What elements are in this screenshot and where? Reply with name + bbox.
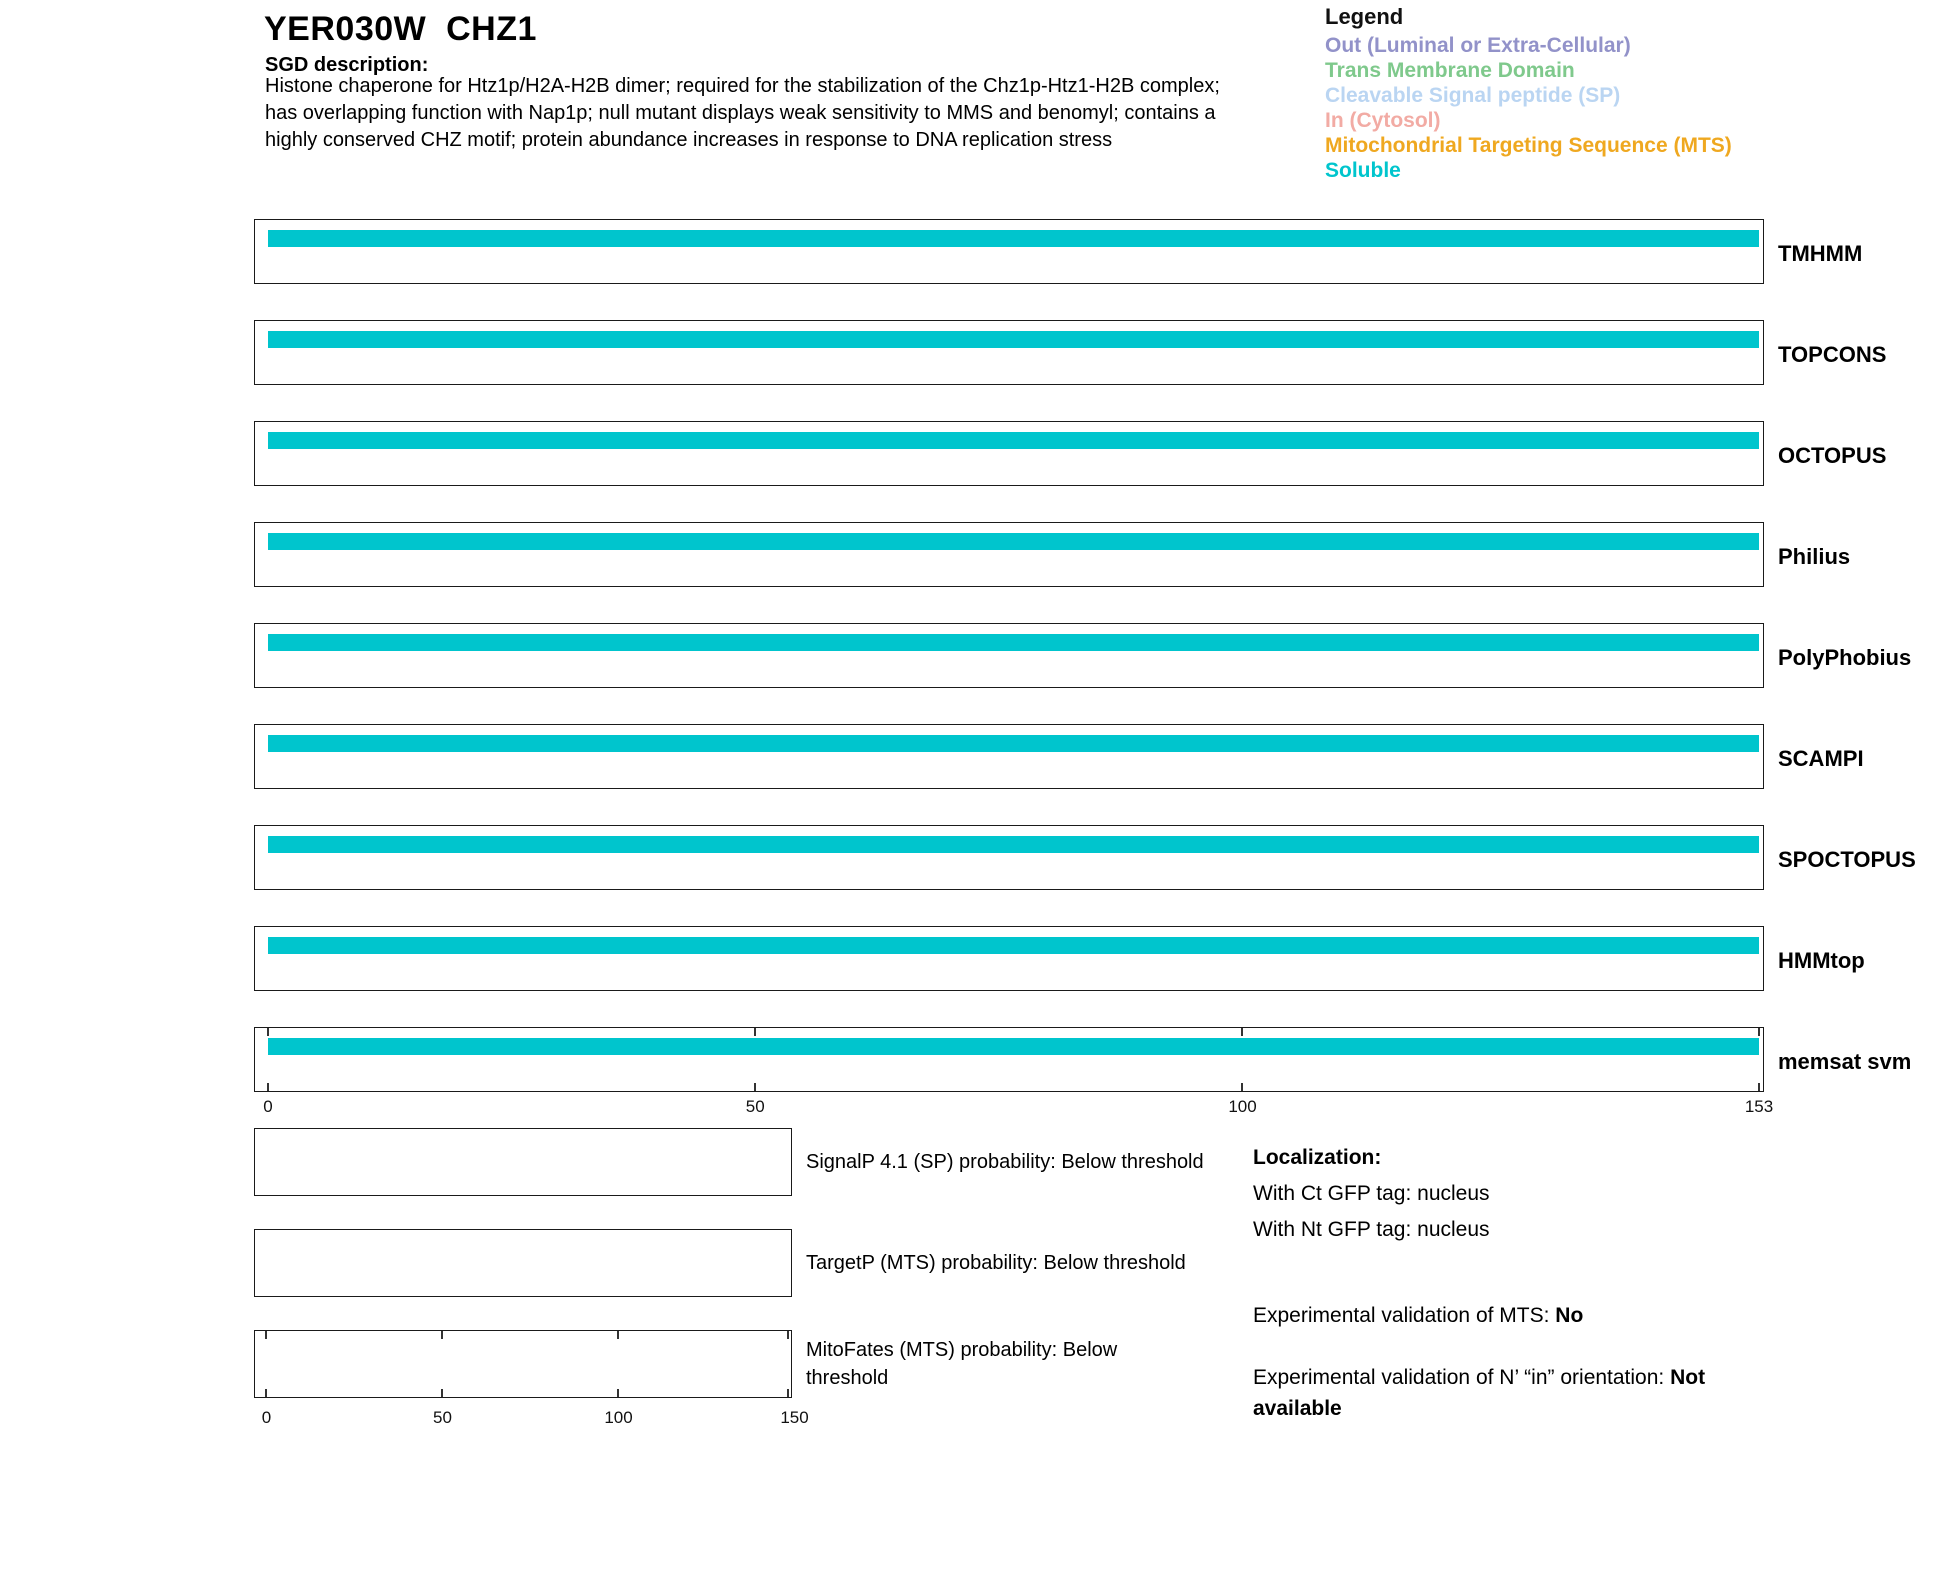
axis-tick: [787, 1331, 789, 1339]
axis-tick: [754, 1083, 756, 1091]
prediction-box: [254, 926, 1764, 991]
soluble-region-bar: [268, 230, 1759, 247]
legend-item: Cleavable Signal peptide (SP): [1325, 84, 1621, 107]
soluble-region-bar: [268, 533, 1759, 550]
axis-tick: [441, 1389, 443, 1397]
legend-item: Out (Luminal or Extra-Cellular): [1325, 34, 1631, 57]
axis-tick-label: 153: [1744, 1097, 1774, 1116]
probability-plot-label-line: MitoFates (MTS) probability: Below: [806, 1339, 1118, 1361]
axis-tick: [441, 1331, 443, 1339]
probability-plot-box: [254, 1330, 792, 1398]
legend-item: Mitochondrial Targeting Sequence (MTS): [1325, 134, 1732, 157]
legend-item: Soluble: [1325, 159, 1401, 182]
axis-tick-label: 100: [1228, 1097, 1257, 1116]
prediction-box: [254, 724, 1764, 789]
mts-validation-value: No: [1555, 1304, 1584, 1327]
soluble-region-bar: [268, 836, 1759, 853]
legend-heading: Legend: [1325, 4, 1404, 29]
prediction-track-label: OCTOPUS: [1778, 443, 1887, 468]
legend-item: In (Cytosol): [1325, 109, 1441, 132]
probability-plot-box: [254, 1229, 792, 1297]
probability-plot-label: [806, 1128, 1206, 1196]
page-title: YER030W CHZ1: [264, 10, 537, 48]
sgd-description-label: SGD description:: [265, 54, 429, 76]
probability-plot-label-line: TargetP (MTS) probability: Below threshold: [806, 1252, 1186, 1274]
mts-validation-line: [1253, 1304, 1583, 1328]
prediction-box: [254, 522, 1764, 587]
axis-tick: [787, 1389, 789, 1397]
sgd-description-line: highly conserved CHZ motif; protein abundance increases in response to DNA replication stress: [265, 129, 1113, 151]
axis-tick: [1758, 1028, 1760, 1036]
axis-tick: [265, 1389, 267, 1397]
axis-tick: [617, 1389, 619, 1397]
legend-items: [1325, 33, 1732, 183]
localization-heading: Localization:: [1253, 1146, 1382, 1169]
probability-plot-label: [806, 1330, 1206, 1398]
prediction-track-label: PolyPhobius: [1778, 645, 1912, 670]
prediction-track-label: Philius: [1778, 544, 1851, 569]
orientation-validation-line: [1253, 1362, 1723, 1424]
soluble-region-bar: [268, 735, 1759, 752]
prediction-track-label: TMHMM: [1778, 241, 1863, 266]
soluble-region-bar: [268, 432, 1759, 449]
prediction-track-label: memsat svm: [1778, 1049, 1912, 1074]
legend: [1325, 4, 1732, 183]
sgd-description-line: Histone chaperone for Htz1p/H2A-H2B dimer; required for the stabilization of the Chz1p-Htz1-H2B complex;: [265, 75, 1220, 97]
prediction-track-label: SPOCTOPUS: [1778, 847, 1916, 872]
probability-plot-label-line: threshold: [806, 1367, 889, 1389]
ct-gfp-line: With Ct GFP tag: nucleus: [1253, 1182, 1490, 1205]
axis-tick: [617, 1331, 619, 1339]
axis-tick: [267, 1083, 269, 1091]
orientation-validation-label: Experimental validation of N’ “in” orientation:: [1253, 1366, 1671, 1389]
axis-tick-label: 50: [433, 1408, 452, 1427]
soluble-region-bar: [268, 331, 1759, 348]
axis-tick: [265, 1331, 267, 1339]
soluble-region-bar: [268, 634, 1759, 651]
axis-tick-label: 0: [263, 1097, 273, 1116]
prediction-track-label: TOPCONS: [1778, 342, 1887, 367]
soluble-region-bar: [268, 1038, 1759, 1055]
sgd-description-line: has overlapping function with Nap1p; null mutant displays weak sensitivity to MMS and benomyl; contains a: [265, 102, 1216, 124]
axis-tick-label: 150: [780, 1408, 809, 1427]
probability-plot-label: [806, 1229, 1206, 1297]
prediction-track-label: HMMtop: [1778, 948, 1865, 973]
nt-gfp-line: With Nt GFP tag: nucleus: [1253, 1218, 1490, 1241]
prediction-box: [254, 623, 1764, 688]
prediction-box: [254, 825, 1764, 890]
axis-tick-label: 50: [745, 1097, 765, 1116]
axis-tick: [1241, 1083, 1243, 1091]
prediction-track-label: SCAMPI: [1778, 746, 1864, 771]
prediction-box: [254, 421, 1764, 486]
axis-tick-label: 100: [604, 1408, 633, 1427]
axis-tick: [754, 1028, 756, 1036]
probability-plot-label-line: SignalP 4.1 (SP) probability: Below threshold: [806, 1151, 1204, 1173]
legend-item: Trans Membrane Domain: [1325, 59, 1575, 82]
orientation-validation-value: Not available: [1253, 1366, 1706, 1420]
prediction-box: [254, 320, 1764, 385]
sgd-description-text: [265, 73, 1220, 154]
probability-plot-box: [254, 1128, 792, 1196]
axis-tick: [267, 1028, 269, 1036]
soluble-region-bar: [268, 937, 1759, 954]
prediction-box: [254, 1027, 1764, 1092]
mts-validation-label: Experimental validation of MTS:: [1253, 1304, 1556, 1327]
axis-tick: [1241, 1028, 1243, 1036]
axis-tick-label: 0: [261, 1408, 272, 1427]
axis-tick: [1758, 1083, 1760, 1091]
prediction-box: [254, 219, 1764, 284]
